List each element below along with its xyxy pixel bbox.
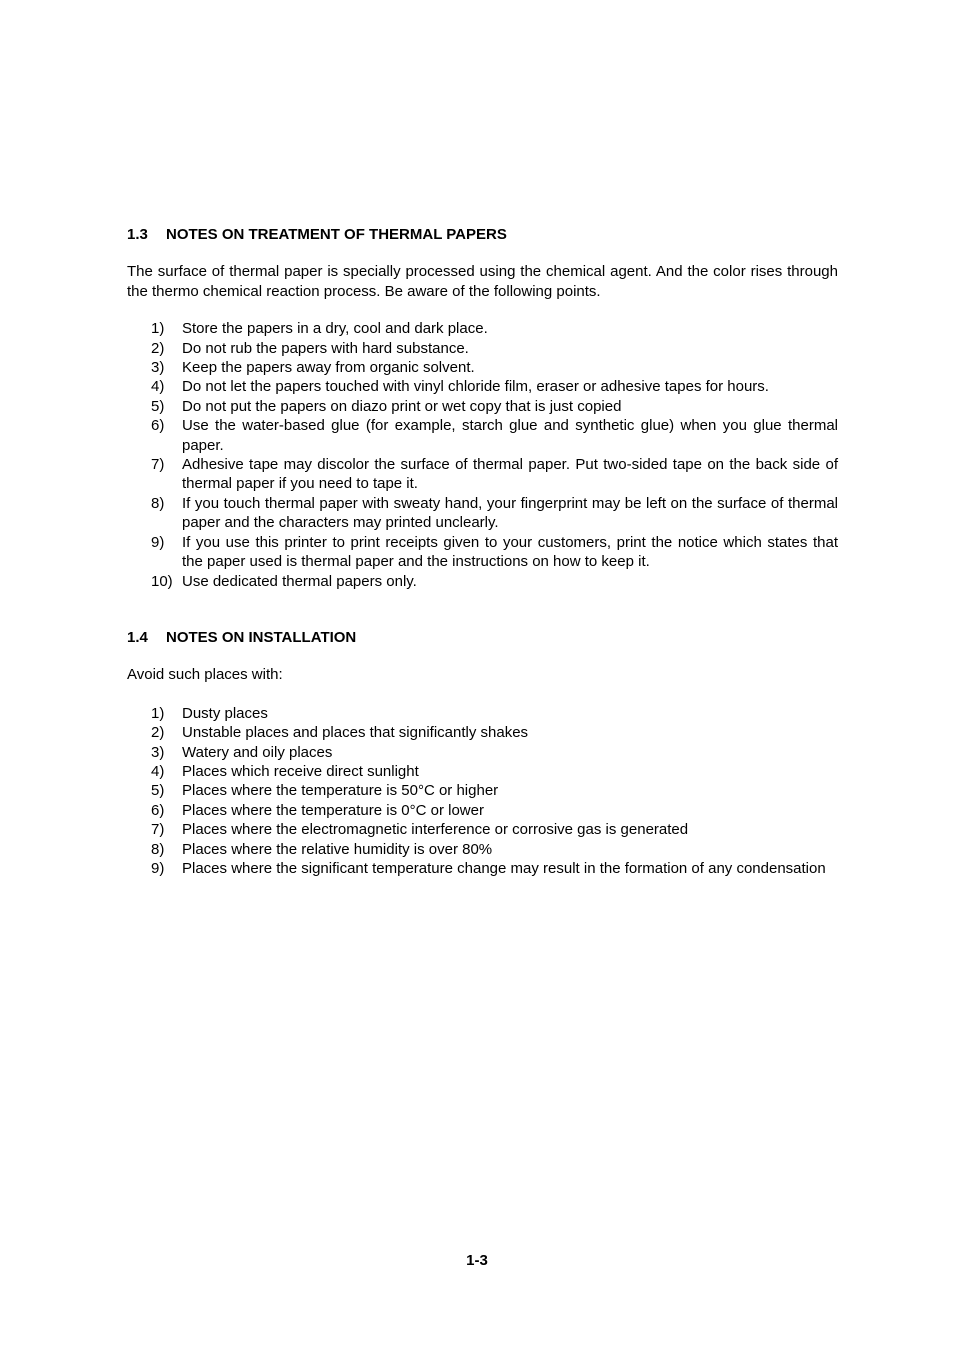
list-item-number: 6) xyxy=(151,417,165,435)
list-item xyxy=(127,743,838,762)
list-item-number: 5) xyxy=(151,397,165,415)
list-item-number: 8) xyxy=(151,840,165,858)
list-item-text: Watery and oily places xyxy=(182,743,333,761)
list-item-number: 1) xyxy=(151,704,165,722)
section-number: 1.3 xyxy=(127,226,148,243)
list-item xyxy=(127,859,838,878)
list-item-number: 1) xyxy=(151,320,165,338)
page-number: 1-3 xyxy=(466,1252,488,1269)
list-item-number: 3) xyxy=(151,743,165,761)
list-item-text: Store the papers in a dry, cool and dark place. xyxy=(182,320,488,338)
list-item-text: Do not rub the papers with hard substance. xyxy=(182,339,469,357)
list-item-text: Places where the temperature is 0°C or lower xyxy=(182,801,484,819)
section-heading xyxy=(127,225,838,244)
list-item xyxy=(127,533,838,572)
list-item xyxy=(127,801,838,820)
list-item-text: Keep the papers away from organic solvent. xyxy=(182,359,475,377)
section-title: NOTES ON INSTALLATION xyxy=(166,629,357,646)
list-item-number: 7) xyxy=(151,456,165,474)
list-item-number: 7) xyxy=(151,821,165,839)
list-item-text: Dusty places xyxy=(182,704,268,722)
list-item-number: 9) xyxy=(151,860,165,878)
section-intro: Avoid such places with: xyxy=(127,666,283,684)
list-item-number: 3) xyxy=(151,359,165,377)
list-item xyxy=(127,820,838,839)
list-item-text: Places where the relative humidity is over 80% xyxy=(182,840,493,858)
list-item xyxy=(127,397,838,416)
list-item xyxy=(127,781,838,800)
list-item-text: Places which receive direct sunlight xyxy=(182,763,419,781)
list-item-text: Use dedicated thermal papers only. xyxy=(182,572,417,590)
list-item-text: Do not let the papers touched with vinyl chloride film, eraser or adhesive tapes for hours. xyxy=(182,378,769,396)
section-thermal-papers xyxy=(127,225,838,591)
list-item-text: If you touch thermal paper with sweaty hand, your fingerprint may be left on the surface of thermal paper and the characters may printed unclearly. xyxy=(182,494,838,532)
section-number: 1.4 xyxy=(127,629,148,646)
list-item xyxy=(127,377,838,396)
list-item-text: Places where the significant temperature change may result in the formation of any condensation xyxy=(182,860,826,878)
list-item-number: 2) xyxy=(151,724,165,742)
list-item xyxy=(127,840,838,859)
list-item-number: 4) xyxy=(151,378,165,396)
installation-notes-list xyxy=(127,704,838,879)
list-item xyxy=(127,723,838,742)
list-item xyxy=(127,494,838,533)
list-item xyxy=(127,455,838,494)
list-item-text: Places where the temperature is 50°C or higher xyxy=(182,782,499,800)
section-installation xyxy=(127,628,838,878)
list-item-number: 10) xyxy=(151,572,173,590)
section-title: NOTES ON TREATMENT OF THERMAL PAPERS xyxy=(166,226,507,243)
section-heading xyxy=(127,628,838,647)
list-item-number: 5) xyxy=(151,782,165,800)
section-intro: The surface of thermal paper is specially processed using the chemical agent. And the color rises through the thermo chemical reaction process. Be aware of the following points. xyxy=(127,263,838,300)
list-item-text: Adhesive tape may discolor the surface of thermal paper. Put two-sided tape on the back side of thermal paper if you need to tape it. xyxy=(182,456,838,493)
list-item xyxy=(127,572,838,591)
list-item-number: 9) xyxy=(151,533,165,551)
list-item-text: Do not put the papers on diazo print or wet copy that is just copied xyxy=(182,397,622,415)
list-item xyxy=(127,762,838,781)
list-item xyxy=(127,319,838,338)
list-item-text: Use the water-based glue (for example, starch glue and synthetic glue) when you glue thermal paper. xyxy=(182,417,838,454)
list-item xyxy=(127,339,838,358)
list-item-text: If you use this printer to print receipts given to your customers, print the notice which states that the paper used is thermal paper and the instructions on how to keep it. xyxy=(182,533,838,571)
list-item xyxy=(127,358,838,377)
list-item xyxy=(127,416,838,455)
list-item xyxy=(127,704,838,723)
list-item-number: 4) xyxy=(151,763,165,781)
list-item-text: Places where the electromagnetic interference or corrosive gas is generated xyxy=(182,821,689,839)
list-item-number: 8) xyxy=(151,494,165,512)
list-item-number: 6) xyxy=(151,801,165,819)
thermal-paper-notes-list xyxy=(127,319,838,591)
list-item-text: Unstable places and places that significantly shakes xyxy=(182,724,529,742)
list-item-number: 2) xyxy=(151,339,165,357)
